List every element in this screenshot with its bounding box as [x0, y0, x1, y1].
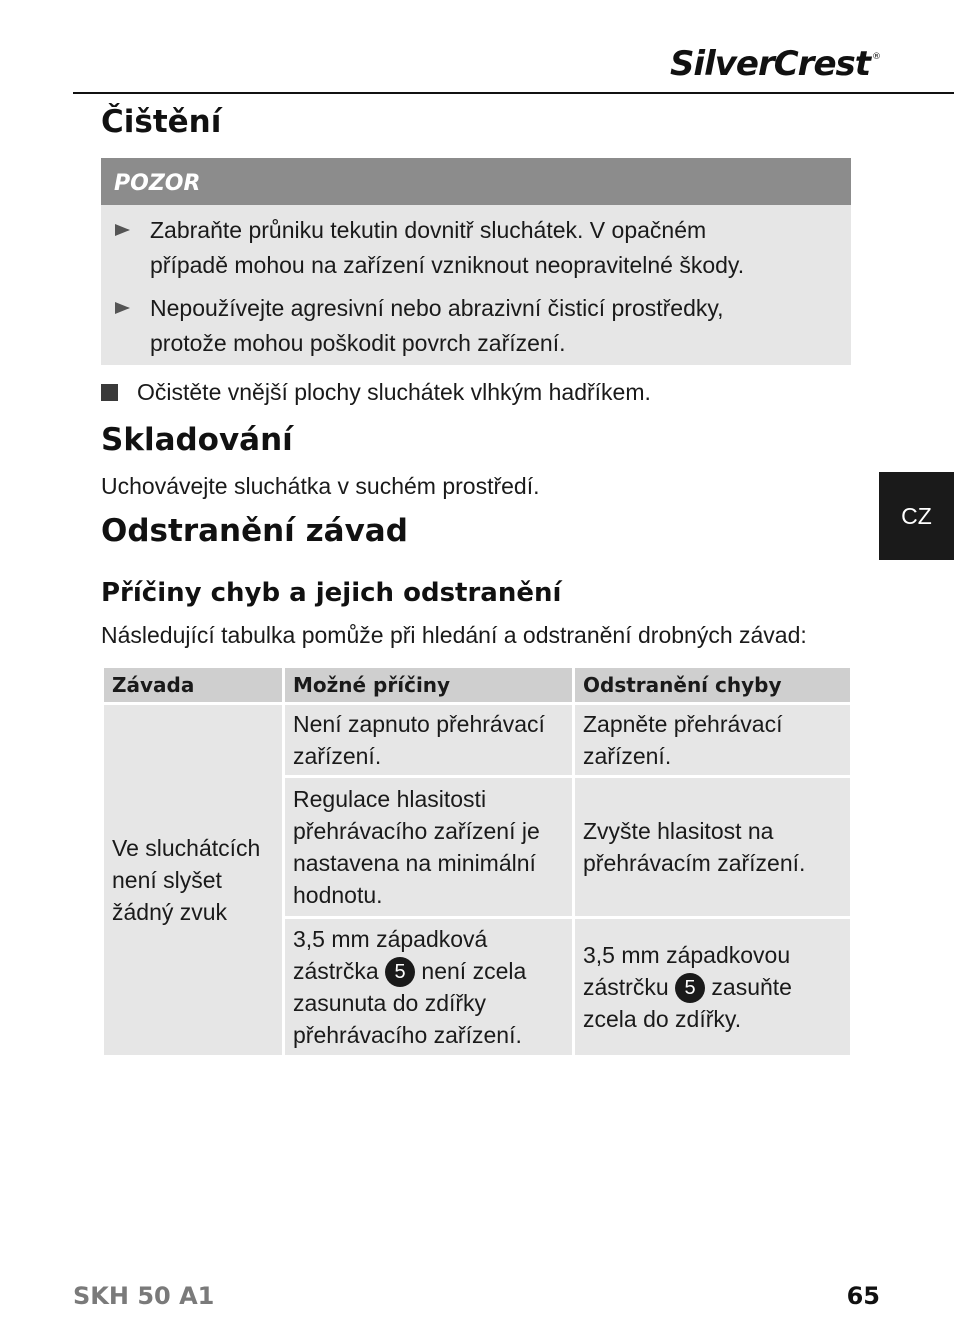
fix-text: 3,5 mm západkovou zástrčku	[583, 941, 791, 1000]
header-rule	[73, 92, 954, 94]
part-number-badge: 5	[675, 973, 705, 1003]
storage-title: Skladování	[101, 422, 293, 458]
troubleshooting-table	[101, 665, 853, 1058]
brand-logo	[670, 44, 880, 84]
warning-item-line: Zabraňte průniku tekutin dovnitř sluchátek. V opačném	[150, 217, 707, 243]
fix-text: zasuňte zcela do zdířky.	[583, 973, 792, 1033]
fix-cell	[574, 918, 852, 1057]
page-number: 65	[846, 1282, 880, 1310]
cause-text: 3,5 mm západková zástrčka	[293, 925, 488, 984]
table-header-cell: Možné příčiny	[284, 667, 574, 704]
arrow-bullet-icon	[115, 224, 130, 236]
troubleshooting-intro: Následující tabulka pomůže při hledání a odstranění drobných závad:	[101, 622, 807, 648]
registered-mark: ®	[872, 52, 880, 62]
warning-label: POZOR	[101, 158, 851, 205]
cause-cell	[284, 918, 574, 1057]
part-number-badge: 5	[385, 957, 415, 987]
table-row	[103, 704, 852, 777]
table-header-cell: Odstranění chyby	[574, 667, 852, 704]
cleaning-step-text: Očistěte vnější plochy sluchátek vlhkým hadříkem.	[137, 379, 651, 405]
warning-item-line: Nepoužívejte agresivní nebo abrazivní čisticí prostředky,	[150, 295, 724, 321]
square-bullet-icon	[101, 384, 118, 401]
table-header-row	[103, 667, 852, 704]
fault-cell: Ve sluchátcích není slyšet žádný zvuk	[103, 704, 284, 1057]
cleaning-title: Čištění	[101, 104, 222, 140]
fix-cell: Zapněte přehrávací zařízení.	[574, 704, 852, 777]
cause-text: není zcela zasunuta do zdířky přehrávacího zařízení.	[293, 957, 527, 1049]
cause-cell: Není zapnuto přehrávací zařízení.	[284, 704, 574, 777]
language-tab: CZ	[879, 472, 954, 560]
fix-cell: Zvyšte hlasitost na přehrávacím zařízení.	[574, 777, 852, 918]
brand-name: SilverCrest	[669, 44, 870, 84]
table-header-cell: Závada	[103, 667, 284, 704]
cause-cell: Regulace hlasitosti přehrávacího zařízení je nastavena na minimální hodnotu.	[284, 777, 574, 918]
warning-box	[101, 158, 851, 365]
warning-item-line: případě mohou na zařízení vzniknout neopravitelné škody.	[150, 252, 745, 278]
troubleshooting-subtitle: Příčiny chyb a jejich odstranění	[101, 578, 562, 608]
arrow-bullet-icon	[115, 302, 130, 314]
warning-item-line: protože mohou poškodit povrch zařízení.	[150, 330, 566, 356]
footer-model: SKH 50 A1	[73, 1282, 215, 1310]
troubleshooting-title: Odstranění závad	[101, 513, 408, 549]
storage-text: Uchovávejte sluchátka v suchém prostředí.	[101, 473, 540, 499]
